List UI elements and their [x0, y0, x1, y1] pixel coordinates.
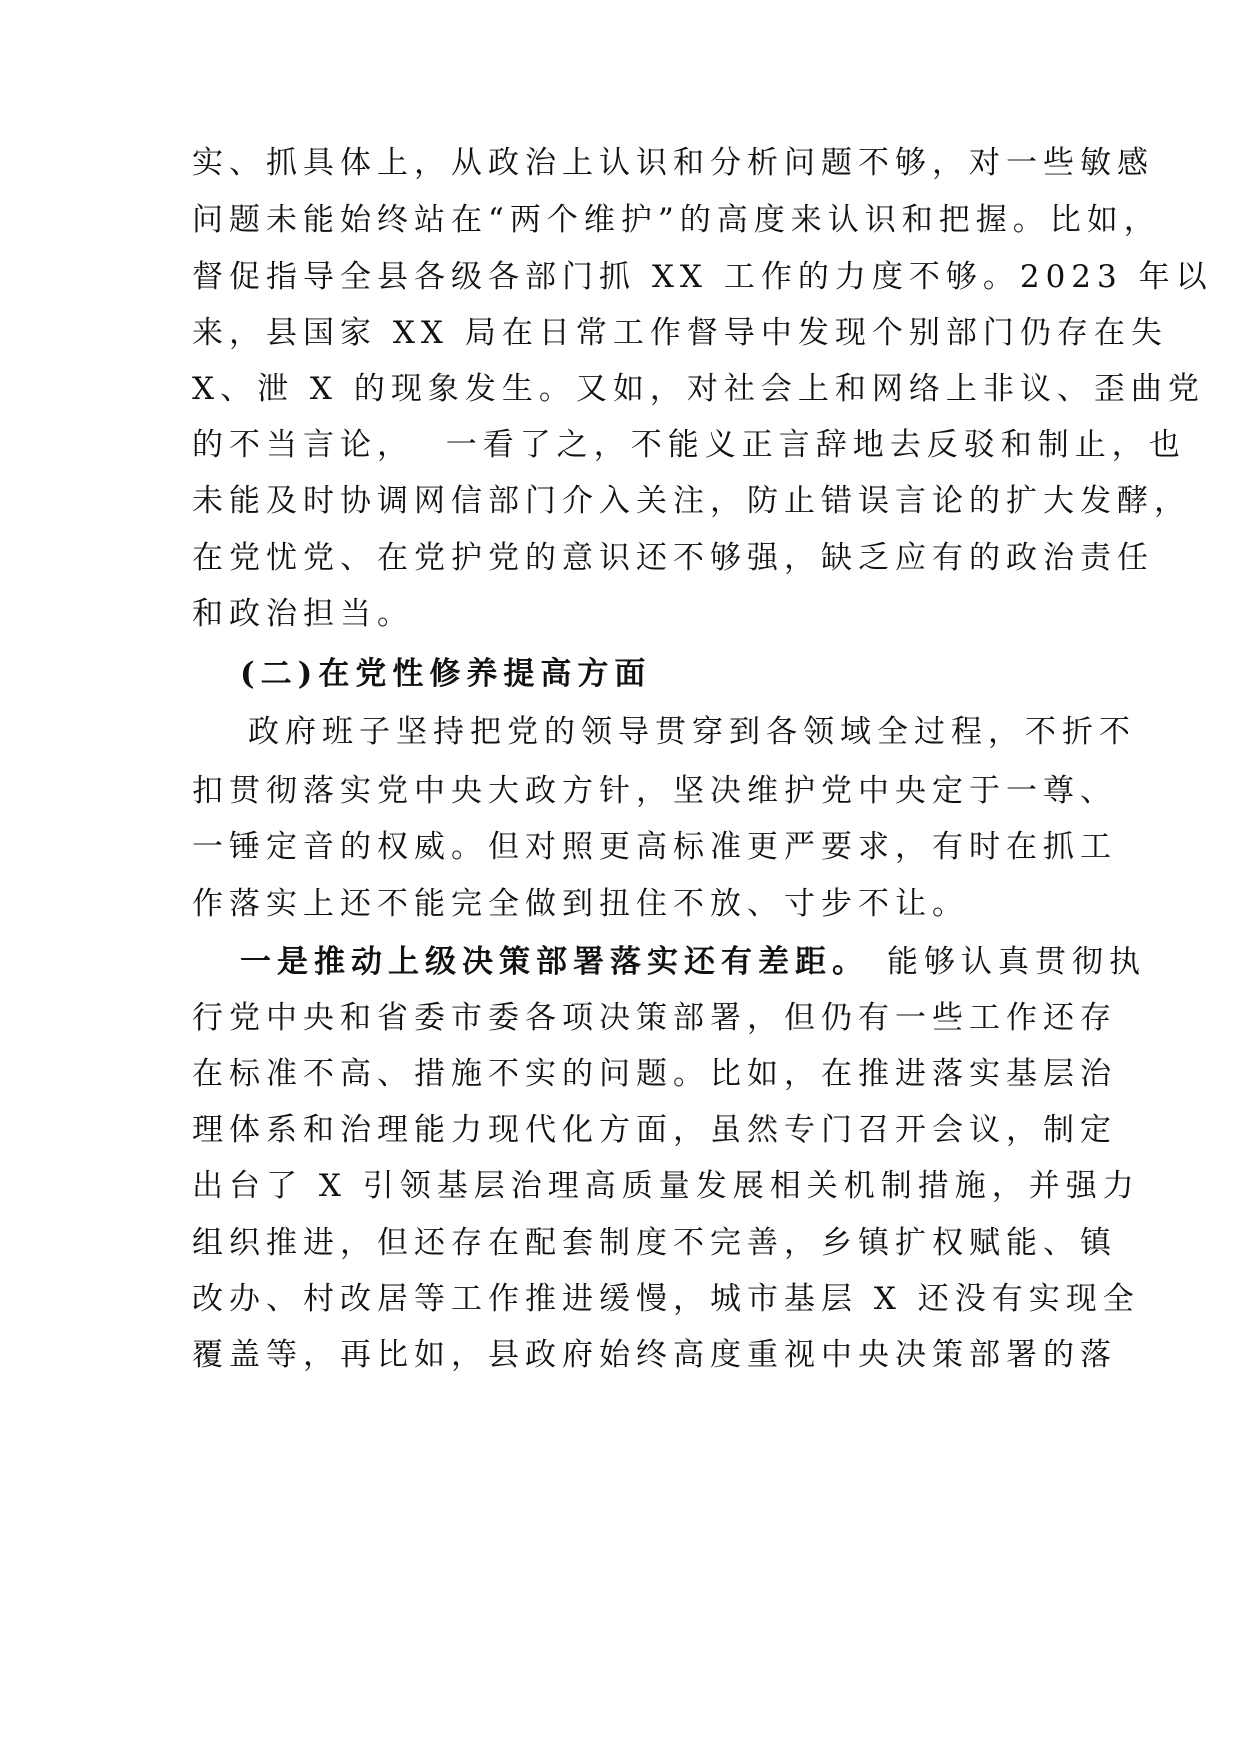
- point-text: 能够认真贯彻执: [887, 944, 1146, 980]
- paragraph-line: 政府班子坚持把党的领导贯穿到各领域全过程，不折不: [248, 714, 1136, 750]
- paragraph-line: 未能及时协调网信部门介入关注，防止错误言论的扩大发酵，: [192, 483, 1191, 519]
- paragraph-line: 和政治担当。: [192, 596, 414, 632]
- paragraph-line: 督促指导全县各级各部门抓 XX 工作的力度不够。2023 年以: [192, 259, 1213, 295]
- paragraph-line: 行党中央和省委市委各项决策部署，但仍有一些工作还存: [192, 1000, 1117, 1036]
- paragraph-line: 在党忧党、在党护党的意识还不够强，缺乏应有的政治责任: [192, 540, 1154, 576]
- paragraph-line: 理体系和治理能力现代化方面，虽然专门召开会议，制定: [192, 1112, 1117, 1148]
- paragraph-line: 改办、村改居等工作推进缓慢，城市基层 X 还没有实现全: [192, 1281, 1140, 1317]
- section-heading: (二)在党性修养提高方面: [240, 656, 652, 692]
- paragraph-line: 的不当言论， 一看了之，不能义正言辞地去反驳和制止，也: [192, 427, 1186, 463]
- paragraph-line: 作落实上还不能完全做到扭住不放、寸步不让。: [192, 886, 969, 922]
- paragraph-line: 问题未能始终站在“两个维护”的高度来认识和把握。比如，: [192, 202, 1161, 238]
- paragraph-line: 扣贯彻落实党中央大政方针，坚决维护党中央定于一尊、: [192, 773, 1117, 809]
- point-title: 一是推动上级决策部署落实还有差距。: [240, 944, 869, 980]
- paragraph-line: 组织推进，但还存在配套制度不完善，乡镇扩权赋能、镇: [192, 1225, 1117, 1261]
- paragraph-line: 实、抓具体上，从政治上认识和分析问题不够，对一些敏感: [192, 145, 1154, 181]
- paragraph-line: X、泄 X 的现象发生。又如，对社会上和网络上非议、歪曲党: [192, 371, 1205, 407]
- paragraph-line: 在标准不高、措施不实的问题。比如，在推进落实基层治: [192, 1056, 1117, 1092]
- point-first-line: [240, 942, 1146, 982]
- paragraph-line: 来，县国家 XX 局在日常工作督导中发现个别部门仍存在失: [192, 315, 1168, 351]
- paragraph-line: 覆盖等，再比如，县政府始终高度重视中央决策部署的落: [192, 1337, 1117, 1373]
- paragraph-line: 一锤定音的权威。但对照更高标准更严要求，有时在抓工: [192, 829, 1117, 865]
- paragraph-line: 出台了 X 引领基层治理高质量发展相关机制措施，并强力: [192, 1168, 1140, 1204]
